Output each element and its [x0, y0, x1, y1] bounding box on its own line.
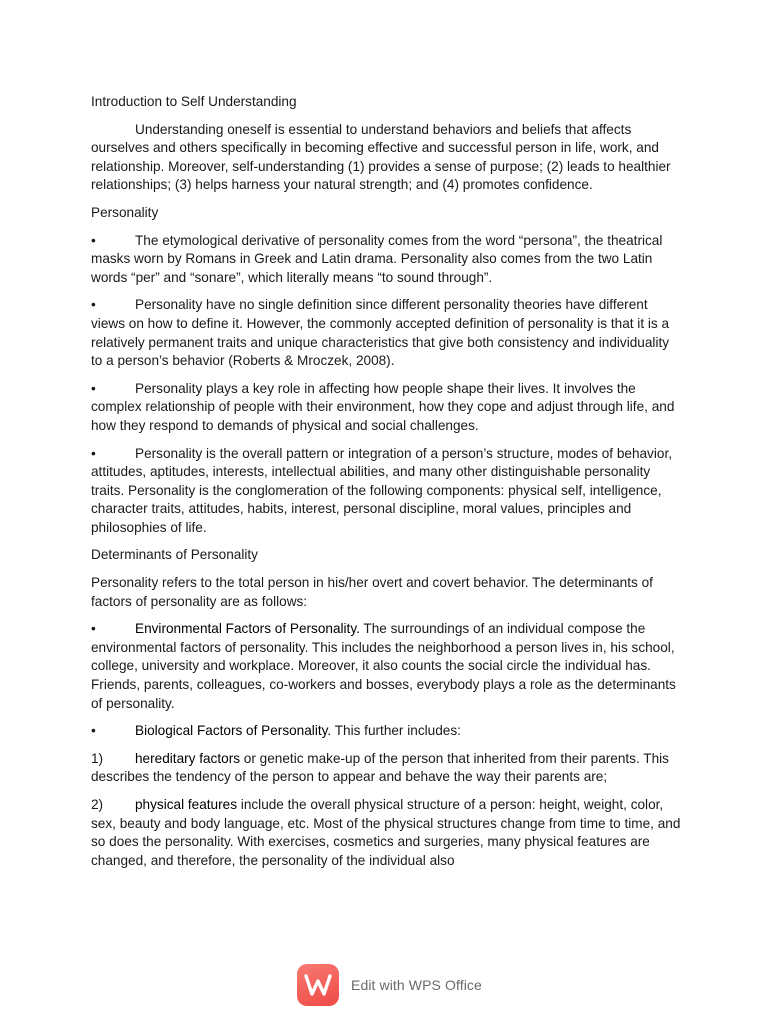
personality-bullet-text: Personality plays a key role in affecting how people shape their lives. It involves the complex relationship of people with their environment, how they cope and adjust through life, and how they respond to demands of physical and social challenges. — [91, 380, 675, 433]
numbered-item-hereditary — [91, 750, 681, 787]
numbered-item-physical — [91, 796, 681, 870]
item-number: 2) — [91, 797, 104, 812]
environmental-factors-term: Environmental Factors of Personality. — [135, 621, 360, 637]
personality-bullet-text: Personality have no single definition since different personality theories have different views on how to define it. However, the commonly accepted definition of personality is that it is a relatively permanent traits and unique characteristics that give both consistency and individuality to a person’s behavior (Roberts & Mroczek, 2008). — [91, 297, 670, 369]
physical-features-term: physical features — [135, 797, 238, 812]
determinants-intro: Personality refers to the total person in his/her overt and covert behavior. The determinants of factors of personality are as follows: — [91, 575, 653, 609]
bullet-icon: • — [91, 621, 96, 637]
personality-bullet-text: Personality is the overall pattern or integration of a person’s structure, modes of behavior, attitudes, aptitudes, interests, intellectual abilities, and many other distinguishable personality traits. Personality is the conglomeration of the following components: physical self, intelligence, character traits, attitudes, habits, interest, personal discipline, moral values, principles and philosophies of life. — [91, 445, 672, 535]
section-title-determinants: Determinants of Personality — [91, 547, 258, 563]
bullet-icon: • — [91, 723, 96, 739]
bullet-icon: • — [91, 445, 96, 461]
biological-factors-term: Biological Factors of Personality. — [135, 723, 332, 739]
environmental-factors-bullet — [91, 620, 681, 713]
personality-bullet-text: The etymological derivative of personality comes from the word “persona”, the theatrical masks worn by Romans in Greek and Latin drama. Personality also comes from the two Latin words “per” and “sonare”, which literally means “to sound through”. — [91, 232, 663, 285]
bullet-icon: • — [91, 380, 96, 396]
personality-bullet — [91, 232, 681, 288]
bullet-icon: • — [91, 232, 96, 248]
personality-bullet — [91, 296, 681, 370]
section-title-intro: Introduction to Self Understanding — [91, 94, 297, 109]
personality-bullet — [91, 445, 681, 538]
section-title-personality: Personality — [91, 204, 159, 220]
bullet-icon: • — [91, 297, 96, 313]
edit-with-wps-label: Edit with WPS Office — [351, 977, 482, 993]
wps-office-logo-icon — [297, 964, 339, 1006]
environmental-factors-text: The surroundings of an individual compose the environmental factors of personality. This includes the neighborhood a person lives in, his school, college, university and workplace. Moreover, it also counts the social circle the individual has. Friends, parents, colleagues, co-workers and bosses, everybody plays a role as the determinants of personality. — [91, 621, 676, 711]
biological-factors-bullet — [91, 722, 681, 741]
hereditary-factors-term: hereditary factors — [135, 750, 241, 766]
document-body — [91, 93, 681, 879]
personality-bullet — [91, 380, 681, 436]
physical-features-text: include the overall physical structure of a person: height, weight, color, sex, beauty and body language, etc. Most of the physical structures change from time to time, and so does the personality. With exercises, cosmetics and surgeries, many physical features are changed, and therefore, the personality of the individual also — [91, 797, 681, 868]
intro-paragraph: Understanding oneself is essential to understand behaviors and beliefs that affects ourselves and others specifically in becoming effective and successful person in life, work, and relationship. Moreover, self-understanding (1) provides a sense of purpose; (2) leads to healthier relationships; (3) helps harness your natural strength; and (4) promotes confidence. — [91, 121, 671, 193]
hereditary-factors-text: or genetic make-up of the person that inherited from their parents. This describes the tendency of the person to appear and behave the way their parents are; — [91, 750, 669, 785]
item-number: 1) — [91, 750, 104, 766]
biological-factors-text: This further includes: — [331, 723, 461, 739]
edit-with-wps-link[interactable] — [297, 963, 482, 1007]
